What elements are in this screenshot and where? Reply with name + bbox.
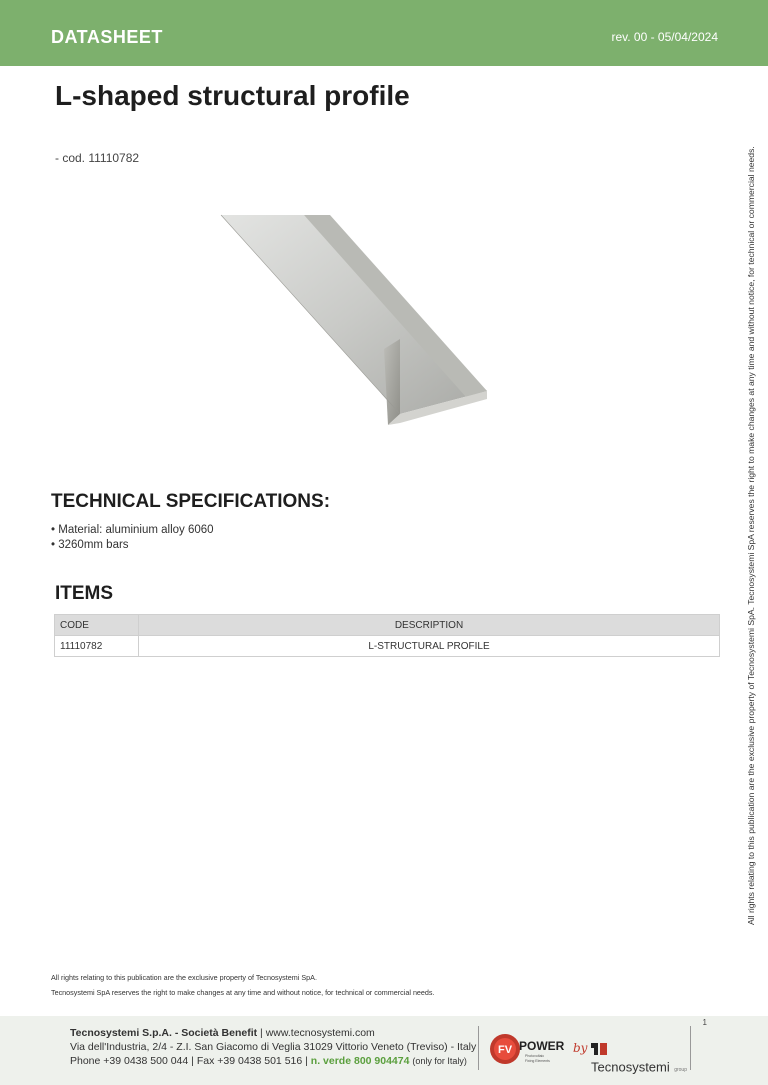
table-row xyxy=(55,636,720,657)
toll-free-number: n. verde 800 904474 xyxy=(310,1055,410,1067)
page-title: L-shaped structural profile xyxy=(55,80,410,111)
fv-tagline-1: Photovoltaic xyxy=(525,1054,545,1058)
rights-notice: All rights relating to this publication are the exclusive property of Tecnosystemi SpA. xyxy=(51,973,317,982)
website-link[interactable]: www.tecnosystemi.com xyxy=(265,1027,375,1039)
footer-separator: | xyxy=(191,1055,194,1067)
revision-date: rev. 00 - 05/04/2024 xyxy=(611,30,718,44)
brand-logos xyxy=(488,1032,688,1075)
tecnosystemi-logo xyxy=(591,1040,688,1075)
company-name: Tecnosystemi S.p.A. - Società Benefit xyxy=(70,1027,258,1039)
cell-description: L-STRUCTURAL PROFILE xyxy=(139,636,720,657)
power-word: POWER xyxy=(519,1039,565,1053)
tecnosystemi-word: Tecnosystemi xyxy=(591,1059,670,1075)
fax-number: Fax +39 0438 501 516 xyxy=(196,1055,303,1067)
footer-separator: | xyxy=(260,1027,263,1039)
column-header-code: CODE xyxy=(55,615,139,636)
table-header-row xyxy=(55,615,720,636)
spec-item: • Material: aluminium alloy 6060 xyxy=(51,523,214,538)
footer-separator: | xyxy=(305,1055,308,1067)
header-bar xyxy=(0,0,768,66)
vertical-rights-notice: All rights relating to this publication are the exclusive property of Tecnosystemi SpA. Tecnosystemi SpA reserves the right to make changes at any time and without notice, for technical or commercial needs. xyxy=(746,146,756,925)
company-address: Via dell'Industria, 2/4 - Z.I. San Giacomo di Veglia 31029 Vittorio Veneto (Treviso) - Italy xyxy=(70,1041,477,1053)
fv-badge-text: FV xyxy=(497,1044,513,1056)
by-word: by xyxy=(573,1041,588,1055)
footer-divider xyxy=(690,1026,691,1070)
footer xyxy=(0,1016,768,1085)
changes-notice: Tecnosystemi SpA reserves the right to make changes at any time and without notice, for technical or commercial needs. xyxy=(51,988,435,997)
fv-tagline-2: Fixing Elements xyxy=(525,1059,550,1063)
toll-free-note: (only for Italy) xyxy=(412,1056,467,1066)
footer-divider xyxy=(478,1026,479,1070)
technical-specifications-title: TECHNICAL SPECIFICATIONS: xyxy=(51,491,331,512)
items-table xyxy=(54,614,720,657)
cell-code: 11110782 xyxy=(55,636,139,657)
product-code-line: - cod. 11110782 xyxy=(55,151,140,165)
column-header-description: DESCRIPTION xyxy=(139,615,720,636)
tecnosystemi-mark-icon xyxy=(591,1042,607,1056)
spec-item: • 3260mm bars xyxy=(51,538,214,553)
specifications-list xyxy=(51,523,214,553)
product-image xyxy=(210,205,500,445)
company-info xyxy=(70,1026,476,1068)
phone-number: Phone +39 0438 500 044 xyxy=(70,1055,189,1067)
page-number: 1 xyxy=(702,1018,707,1027)
document-type-label: DATASHEET xyxy=(51,27,163,47)
fv-power-logo xyxy=(488,1032,568,1066)
items-title: ITEMS xyxy=(55,583,114,604)
tecnosystemi-suffix: group xyxy=(674,1067,687,1073)
